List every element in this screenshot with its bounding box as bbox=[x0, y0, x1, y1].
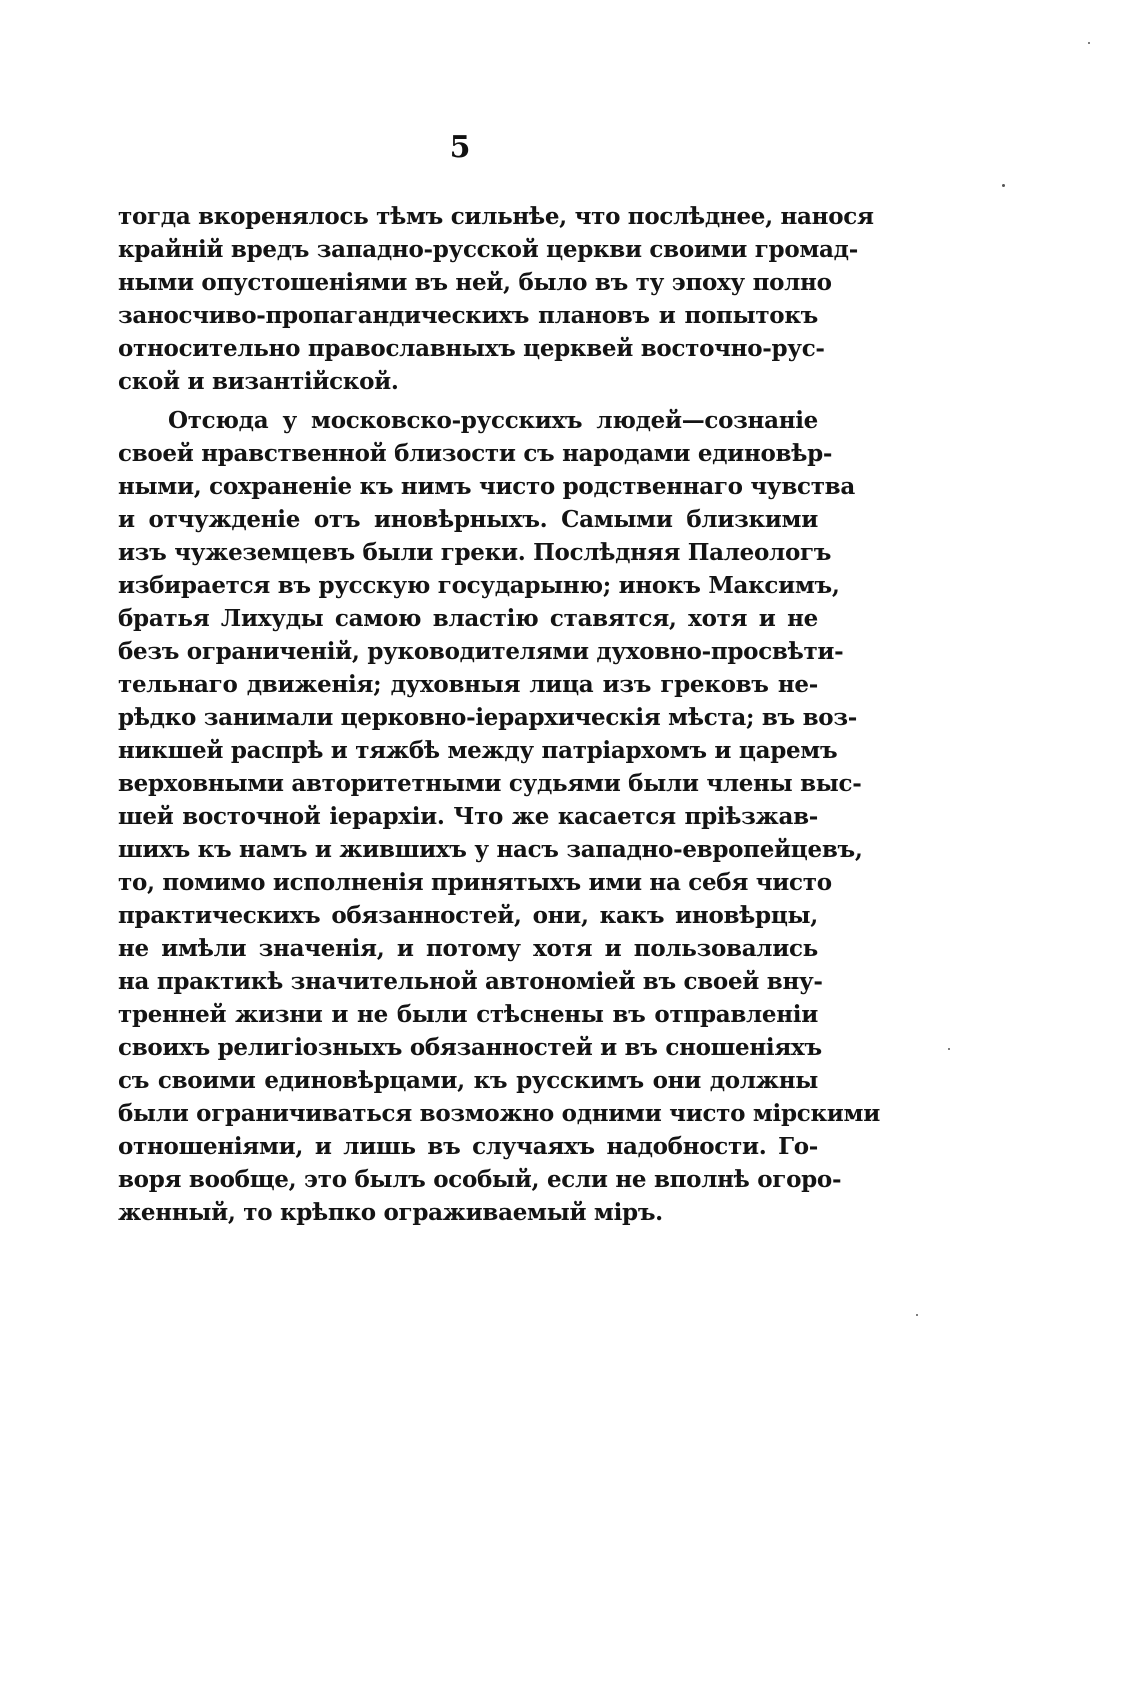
scan-speck bbox=[1088, 42, 1090, 44]
text-line: были ограничиваться возможно одними чисто мірскими bbox=[118, 1100, 880, 1127]
text-line: своей нравственной близости съ народами единовѣр- bbox=[118, 440, 833, 467]
text-line: на практикѣ значительной автономіей въ своей вну- bbox=[118, 968, 823, 995]
text-line: шихъ къ намъ и жившихъ у насъ западно-европейцевъ, bbox=[118, 836, 863, 863]
text-line: изъ чужеземцевъ были греки. Послѣдняя Палеологъ bbox=[118, 539, 832, 566]
text-line: ными опустошеніями въ ней, было въ ту эпоху полно bbox=[118, 269, 832, 296]
text-line: съ своими единовѣрцами, къ русскимъ они должны bbox=[118, 1067, 818, 1094]
text-line: тогда вкоренялось тѣмъ сильнѣе, что послѣднее, нанося bbox=[118, 203, 874, 230]
text-line: крайній вредъ западно-русской церкви своими громад- bbox=[118, 236, 858, 263]
text-line: братья Лихуды самою властію ставятся, хотя и не bbox=[118, 605, 818, 632]
text-line: безъ ограниченій, руководителями духовно-просвѣти- bbox=[118, 638, 844, 665]
text-line: ными, сохраненіе къ нимъ чисто родственнаго чувства bbox=[118, 473, 855, 500]
text-line: рѣдко занимали церковно-іерархическія мѣста; въ воз- bbox=[118, 704, 857, 731]
text-line: ской и византійской. bbox=[118, 368, 399, 395]
text-line: шей восточной іерархіи. Что же касается пріѣзжав- bbox=[118, 803, 818, 830]
text-line: верховными авторитетными судьями были члены выс- bbox=[118, 770, 862, 797]
text-line: избирается въ русскую государыню; инокъ Максимъ, bbox=[118, 572, 840, 599]
text-line: своихъ религіозныхъ обязанностей и въ сношеніяхъ bbox=[118, 1034, 822, 1061]
text-line: практическихъ обязанностей, они, какъ иновѣрцы, bbox=[118, 902, 818, 929]
text-line: женный, то крѣпко ограживаемый міръ. bbox=[118, 1199, 663, 1226]
paragraph bbox=[118, 200, 874, 398]
text-line: Отсюда у московско-русскихъ людей—сознаніе bbox=[168, 407, 818, 434]
text-line: отношеніями, и лишь въ случаяхъ надобности. Го- bbox=[118, 1133, 818, 1160]
scan-speck bbox=[916, 1314, 918, 1316]
text-line: никшей распрѣ и тяжбѣ между патріархомъ и царемъ bbox=[118, 737, 838, 764]
text-line: воря вообще, это былъ особый, если не вполнѣ огоро- bbox=[118, 1166, 842, 1193]
text-line: не имѣли значенія, и потому хотя и пользовались bbox=[118, 935, 818, 962]
text-line: то, помимо исполненія принятыхъ ими на себя чисто bbox=[118, 869, 832, 896]
text-line: заносчиво-пропагандическихъ плановъ и попытокъ bbox=[118, 302, 818, 329]
paragraph bbox=[118, 404, 880, 1229]
scan-speck bbox=[948, 1048, 950, 1050]
page-number: 5 bbox=[449, 130, 471, 165]
text-line: относительно православныхъ церквей восточно-рус- bbox=[118, 335, 825, 362]
text-line: тренней жизни и не были стѣснены въ отправленіи bbox=[118, 1001, 818, 1028]
text-line: тельнаго движенія; духовныя лица изъ грековъ не- bbox=[118, 671, 818, 698]
scan-speck bbox=[1002, 184, 1005, 187]
text-line: и отчужденіе отъ иновѣрныхъ. Самыми близкими bbox=[118, 506, 818, 533]
body-text bbox=[118, 200, 880, 1229]
